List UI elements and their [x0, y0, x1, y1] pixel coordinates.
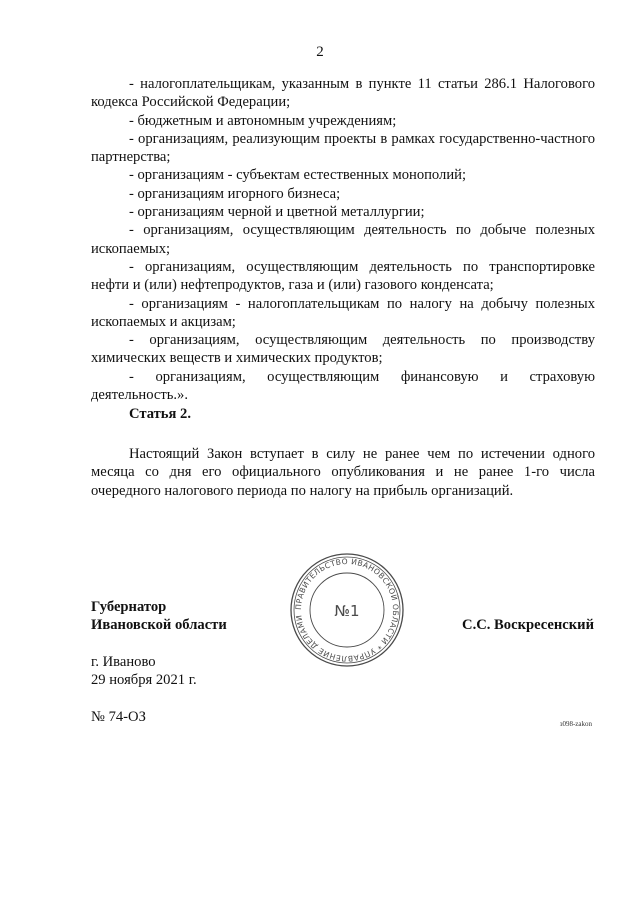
list-item: - организациям, осуществляющим деятельность по производству химических веществ и химических продуктов; — [91, 332, 595, 367]
list-item: - налогоплательщикам, указанным в пункте 11 статьи 286.1 Налогового кодекса Российской Федерации; — [91, 76, 595, 111]
article-title: Статья 2. — [129, 406, 191, 422]
reference-code: з098-zakon — [559, 720, 592, 728]
list-item: - организациям - налогоплательщикам по налогу на добычу полезных ископаемых и акцизам; — [91, 295, 595, 330]
article-text: Настоящий Закон вступает в силу не ранее чем по истечении одного месяца со дня его официального опубликования и не ранее 1-го числа очередного налогового периода по налогу на прибыль организаций. — [91, 446, 595, 499]
seal-ring-text: ПРАВИТЕЛЬСТВО ИВАНОВСКОЙ ОБЛАСТИ * УПРАВЛЕНИЕ ДЕЛАМИ — [293, 556, 401, 664]
page-number: 2 — [316, 44, 324, 60]
list-item: - организациям, реализующим проекты в рамках государственно-частного партнерства; — [91, 130, 595, 166]
list-item: - организациям игорного бизнеса; — [129, 185, 341, 202]
list-item: - организациям, осуществляющим финансовую и страховую деятельность.». — [91, 368, 595, 404]
seal-number: №1 — [334, 602, 360, 620]
signature-name: С.С. Воскресенский — [462, 617, 594, 633]
list-item: - бюджетным и автономным учреждениям; — [129, 112, 397, 129]
seal-graphic — [288, 551, 406, 669]
date: 29 ноября 2021 г. — [91, 672, 197, 688]
signature-title-line1: Губернатор — [91, 599, 167, 615]
list-item: - организациям черной и цветной металлургии; — [129, 204, 425, 221]
signature-title-line2: Ивановской области — [91, 617, 227, 633]
official-seal — [288, 551, 406, 674]
list-item: - организациям, осуществляющим деятельность по добыче полезных ископаемых; — [91, 222, 595, 257]
amendment-list — [91, 75, 595, 404]
law-number: № 74-ОЗ — [91, 709, 146, 725]
place: г. Иваново — [91, 654, 156, 670]
list-item: - организациям - субъектам естественных монополий; — [129, 167, 466, 184]
list-item: - организациям, осуществляющим деятельность по транспортировке нефти и (или) нефтепродуктов, газа и (или) газового конденсата; — [91, 258, 595, 294]
